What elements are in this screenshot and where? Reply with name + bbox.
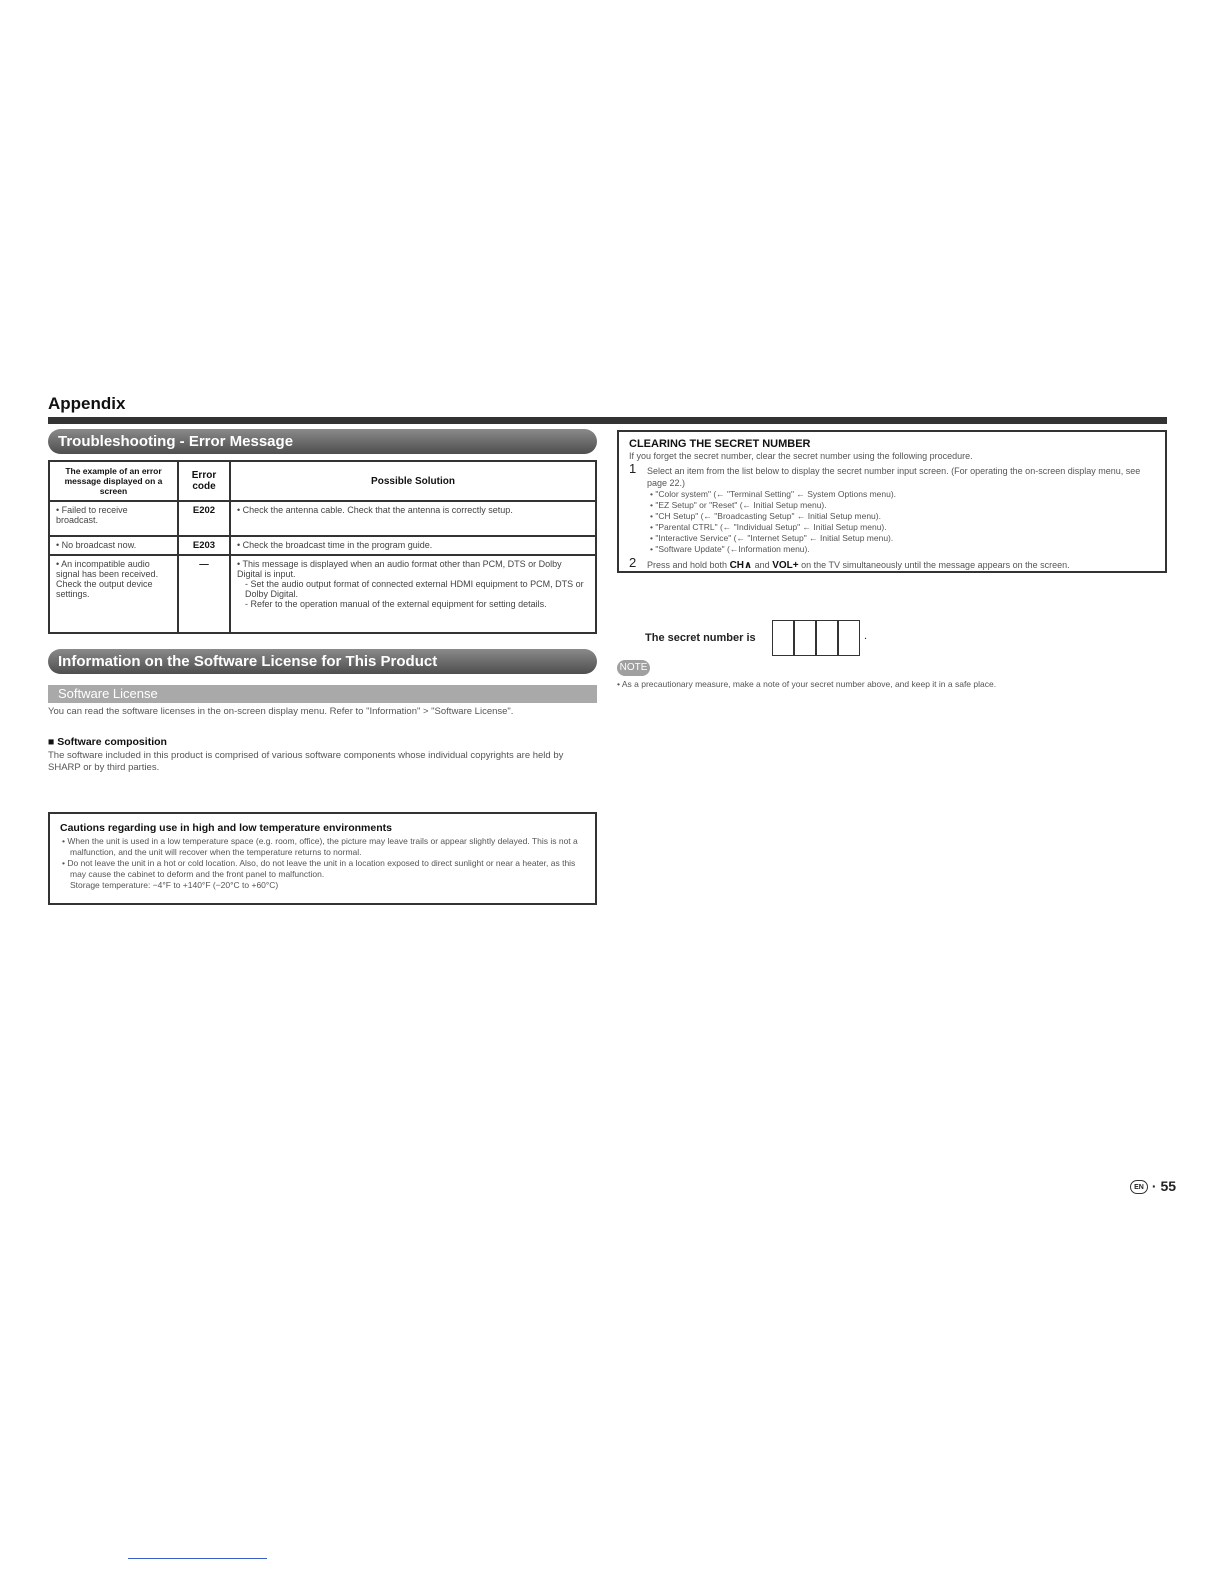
solution-cell	[230, 555, 596, 633]
error-message-cell: • No broadcast now.	[49, 536, 178, 555]
solution-cell	[230, 536, 596, 555]
solution-cell	[230, 501, 596, 536]
list-item: • "Interactive Service" (← "Internet Setup" ← Initial Setup menu).	[659, 533, 1155, 544]
table-row	[49, 555, 596, 633]
secret-digit-box	[838, 620, 860, 656]
secret-digit-box	[794, 620, 816, 656]
list-item: • When the unit is used in a low temperature space (e.g. room, office), the picture may leave trails or appear slightly delayed. This is not a malfunction, and the unit will recover when the temperature returns to normal.	[70, 836, 585, 858]
software-composition-title: ■ Software composition	[48, 736, 167, 748]
secret-number-label: The secret number is	[645, 632, 756, 644]
error-code-cell: —	[178, 555, 230, 633]
ch-up-key: CH∧	[729, 560, 753, 571]
step-text: Select an item from the list below to display the secret number input screen. (For operating the on-screen display menu, see page 22.)	[647, 466, 1141, 488]
software-composition-text: The software included in this product is comprised of various software components whose individual copyrights are held by SHARP or by third parties.	[48, 750, 564, 773]
table-header-row	[49, 461, 596, 501]
solution-line: - Set the audio output format of connected external HDMI equipment to PCM, DTS or Dolby Digital.	[245, 579, 584, 599]
list-item: • "Software Update" (←Information menu).	[659, 544, 1155, 555]
error-code-cell: E202	[178, 501, 230, 536]
column-header-solution: Possible Solution	[230, 461, 596, 501]
note-text: • As a precautionary measure, make a note of your secret number above, and keep it in a safe place.	[617, 679, 997, 689]
license-heading: Information on the Software License for This Product	[48, 649, 597, 674]
solution-line: • Check the broadcast time in the program guide.	[237, 540, 433, 550]
list-item: • "EZ Setup" or "Reset" (← Initial Setup menu).	[659, 500, 1155, 511]
list-item: • "CH Setup" (← "Broadcasting Setup" ← Initial Setup menu).	[659, 511, 1155, 522]
page-number	[1130, 1178, 1176, 1194]
list-item: • Do not leave the unit in a hot or cold location. Also, do not leave the unit in a location exposed to direct sunlight or near a heater, as this may cause the cabinet to deform and the front panel to malfunction.	[70, 858, 585, 880]
header-rule	[48, 417, 1167, 424]
solution-line: - Refer to the operation manual of the external equipment for setting details.	[245, 599, 547, 609]
step-text-pre: Press and hold both	[647, 560, 728, 570]
column-header-message: The example of an error message displayed on a screen	[49, 461, 178, 501]
solution-line: • This message is displayed when an audio format other than PCM, DTS or Dolby Digital is input.	[237, 559, 562, 579]
solution-line: • Check the antenna cable. Check that the antenna is correctly setup.	[237, 505, 513, 515]
bottom-link-line	[128, 1558, 267, 1559]
error-message-table	[48, 460, 597, 634]
note-badge: NOTE	[617, 660, 650, 676]
troubleshooting-heading: Troubleshooting - Error Message	[48, 429, 597, 454]
vol-up-key: VOL+	[772, 560, 799, 571]
step-text-mid: and	[754, 560, 770, 570]
cautions-title: Cautions regarding use in high and low temperature environments	[60, 822, 392, 834]
step-number: 2	[629, 555, 637, 570]
secret-digit-box	[816, 620, 838, 656]
page-number-value: 55	[1160, 1178, 1177, 1194]
step-number: 1	[629, 461, 637, 476]
language-icon: EN	[1130, 1180, 1148, 1194]
column-header-code: Error code	[178, 461, 230, 501]
license-intro: You can read the software licenses in the on-screen display menu. Refer to "Information" > "Software License".	[48, 706, 514, 717]
list-item: • "Parental CTRL" (← "Individual Setup" ← Initial Setup menu).	[659, 522, 1155, 533]
page-title: Appendix	[48, 394, 126, 413]
page-separator: ·	[1151, 1178, 1157, 1194]
error-code-cell: E203	[178, 536, 230, 555]
storage-temperature: Storage temperature: −4°F to +140°F (−20°C to +60°C)	[70, 880, 279, 890]
secret-number-box	[617, 430, 1167, 573]
step-1	[629, 461, 1155, 555]
cautions-box	[48, 812, 597, 905]
secret-digit-box	[772, 620, 794, 656]
table-row	[49, 536, 596, 555]
secret-intro: If you forget the secret number, clear the secret number using the following procedure.	[629, 451, 973, 461]
table-row	[49, 501, 596, 536]
software-license-subheading: Software License	[48, 685, 597, 703]
secret-title: CLEARING THE SECRET NUMBER	[629, 438, 811, 450]
error-message-cell: • An incompatible audio signal has been received. Check the output device settings.	[49, 555, 178, 633]
step-text-post: on the TV simultaneously until the message appears on the screen.	[801, 560, 1070, 570]
error-message-cell: • Failed to receive broadcast.	[49, 501, 178, 536]
secret-number-period: .	[864, 630, 868, 642]
step-2	[629, 555, 1155, 572]
list-item: • "Color system" (← "Terminal Setting" ← System Options menu).	[659, 489, 1155, 500]
